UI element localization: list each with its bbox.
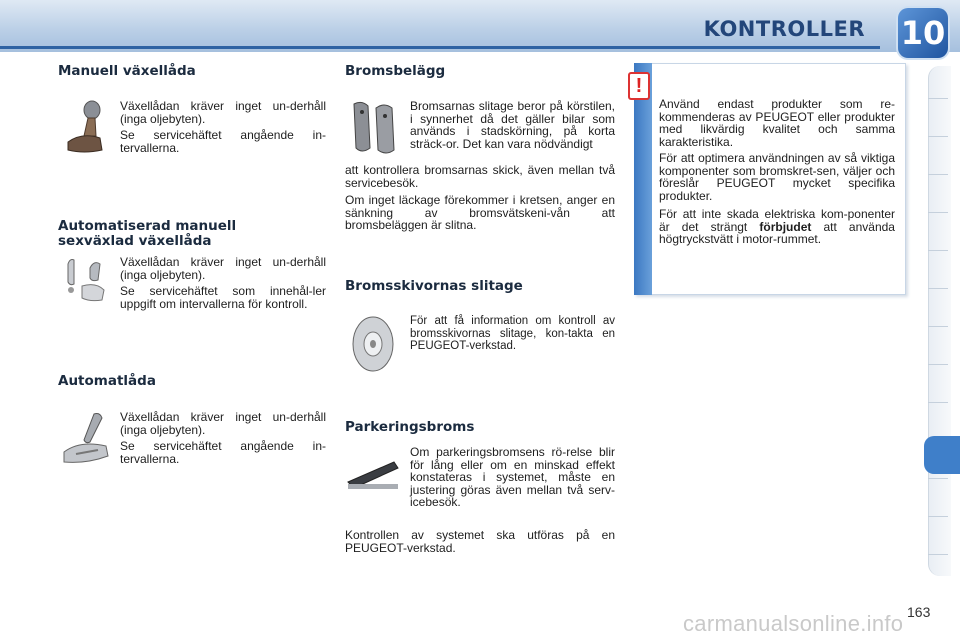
warning-icon: ! bbox=[628, 72, 650, 100]
chapter-badge: 10 bbox=[898, 8, 948, 58]
note-text-3 bbox=[659, 208, 895, 246]
heading-automated-gearbox-line2: sexväxlad växellåda bbox=[58, 233, 212, 249]
note-text-2: För att optimera användningen av så viktiga komponenter som bromskret-sen, väljer och föreslår PEUGEOT mycket specifika produkter. bbox=[659, 151, 895, 203]
note-text-1: Använd endast produkter som re-kommenderas av PEUGEOT eller produkter med likvärdig kvalitet och samma karakteristika. bbox=[659, 97, 895, 149]
discs-text: För att få information om kontroll av bromsskivornas slitage, kon-takta en PEUGEOT-verkstad. bbox=[410, 315, 615, 353]
note-text-3-start: För att inte skada elektriska kom-ponenter är det strängt bbox=[659, 207, 895, 234]
tab-divider bbox=[928, 212, 948, 213]
parking-text-1: Om parkeringsbromsens rö-relse blir för lång eller om en minskad effekt konstateras i systemet, måste en justering göras även mellan två serv-icebesök. bbox=[410, 445, 615, 510]
automatic-text-2: Se servicehäftet angående in-tervallerna. bbox=[120, 439, 326, 466]
heading-parking-brake: Parkeringsbroms bbox=[345, 419, 475, 435]
tab-divider bbox=[928, 516, 948, 517]
brake-disc-icon bbox=[348, 314, 398, 374]
tab-divider bbox=[928, 554, 948, 555]
watermark: carmanualsonline.info bbox=[683, 611, 904, 636]
heading-automatic-gearbox: Automatlåda bbox=[58, 373, 156, 389]
parking-brake-lever-icon bbox=[346, 456, 402, 492]
heading-brake-discs: Bromsskivornas slitage bbox=[345, 278, 523, 294]
tab-divider bbox=[928, 478, 948, 479]
pads-text-1-cont: att kontrollera bromsarnas skick, även mellan två servicebesök. bbox=[345, 163, 615, 190]
tab-divider bbox=[928, 174, 948, 175]
tab-divider bbox=[928, 98, 948, 99]
note-text-3-end: att använda högtryckstvätt i motor-rummet. bbox=[659, 219, 895, 247]
automated-text-1: Växellådan kräver inget un-derhåll (inga oljebyten). bbox=[120, 255, 326, 282]
page-number: 163 bbox=[907, 604, 931, 620]
heading-automated-gearbox-line1: Automatiserad manuell bbox=[58, 218, 237, 234]
gear-lever-icon bbox=[62, 98, 106, 156]
note-text-3-bold: förbjudet bbox=[759, 219, 812, 234]
parking-text-2: Kontrollen av systemet ska utföras på en PEUGEOT-verkstad. bbox=[345, 528, 615, 555]
automatic-text-1: Växellådan kräver inget un-derhåll (inga oljebyten). bbox=[120, 410, 326, 437]
tab-divider bbox=[928, 402, 948, 403]
header-rule bbox=[0, 46, 880, 49]
heading-brake-pads: Bromsbelägg bbox=[345, 63, 446, 79]
manual-text-2: Se servicehäftet angående in-tervallerna. bbox=[120, 128, 326, 155]
pads-text-1: Bromsarnas slitage beror på körstilen, i synnerhet då det gäller bilar som används i stadskörning, på korta sträck-or. Det kan vara nödvändigt bbox=[410, 99, 615, 151]
tab-divider bbox=[928, 288, 948, 289]
tab-divider bbox=[928, 364, 948, 365]
automatic-selector-icon bbox=[60, 410, 112, 466]
tab-divider bbox=[928, 326, 948, 327]
pads-text-2: Om inget läckage förekommer i kretsen, anger en sänkning av bromsvätskeni-vån att bromsbeläggen är slitna. bbox=[345, 193, 615, 233]
manual-text-1: Växellådan kräver inget un-derhåll (inga oljebyten). bbox=[120, 99, 326, 126]
automated-text-2: Se servicehäftet som innehål-ler uppgift om intervallerna för kontroll. bbox=[120, 284, 326, 311]
brake-pads-icon bbox=[348, 98, 400, 158]
sequential-lever-icon bbox=[60, 256, 112, 306]
page-title: KONTROLLER bbox=[703, 17, 865, 41]
tab-divider bbox=[928, 136, 948, 137]
active-chapter-tab[interactable] bbox=[924, 436, 960, 474]
chapter-tab-strip bbox=[928, 66, 951, 576]
tab-divider bbox=[928, 250, 948, 251]
heading-manual-gearbox: Manuell växellåda bbox=[58, 63, 196, 79]
